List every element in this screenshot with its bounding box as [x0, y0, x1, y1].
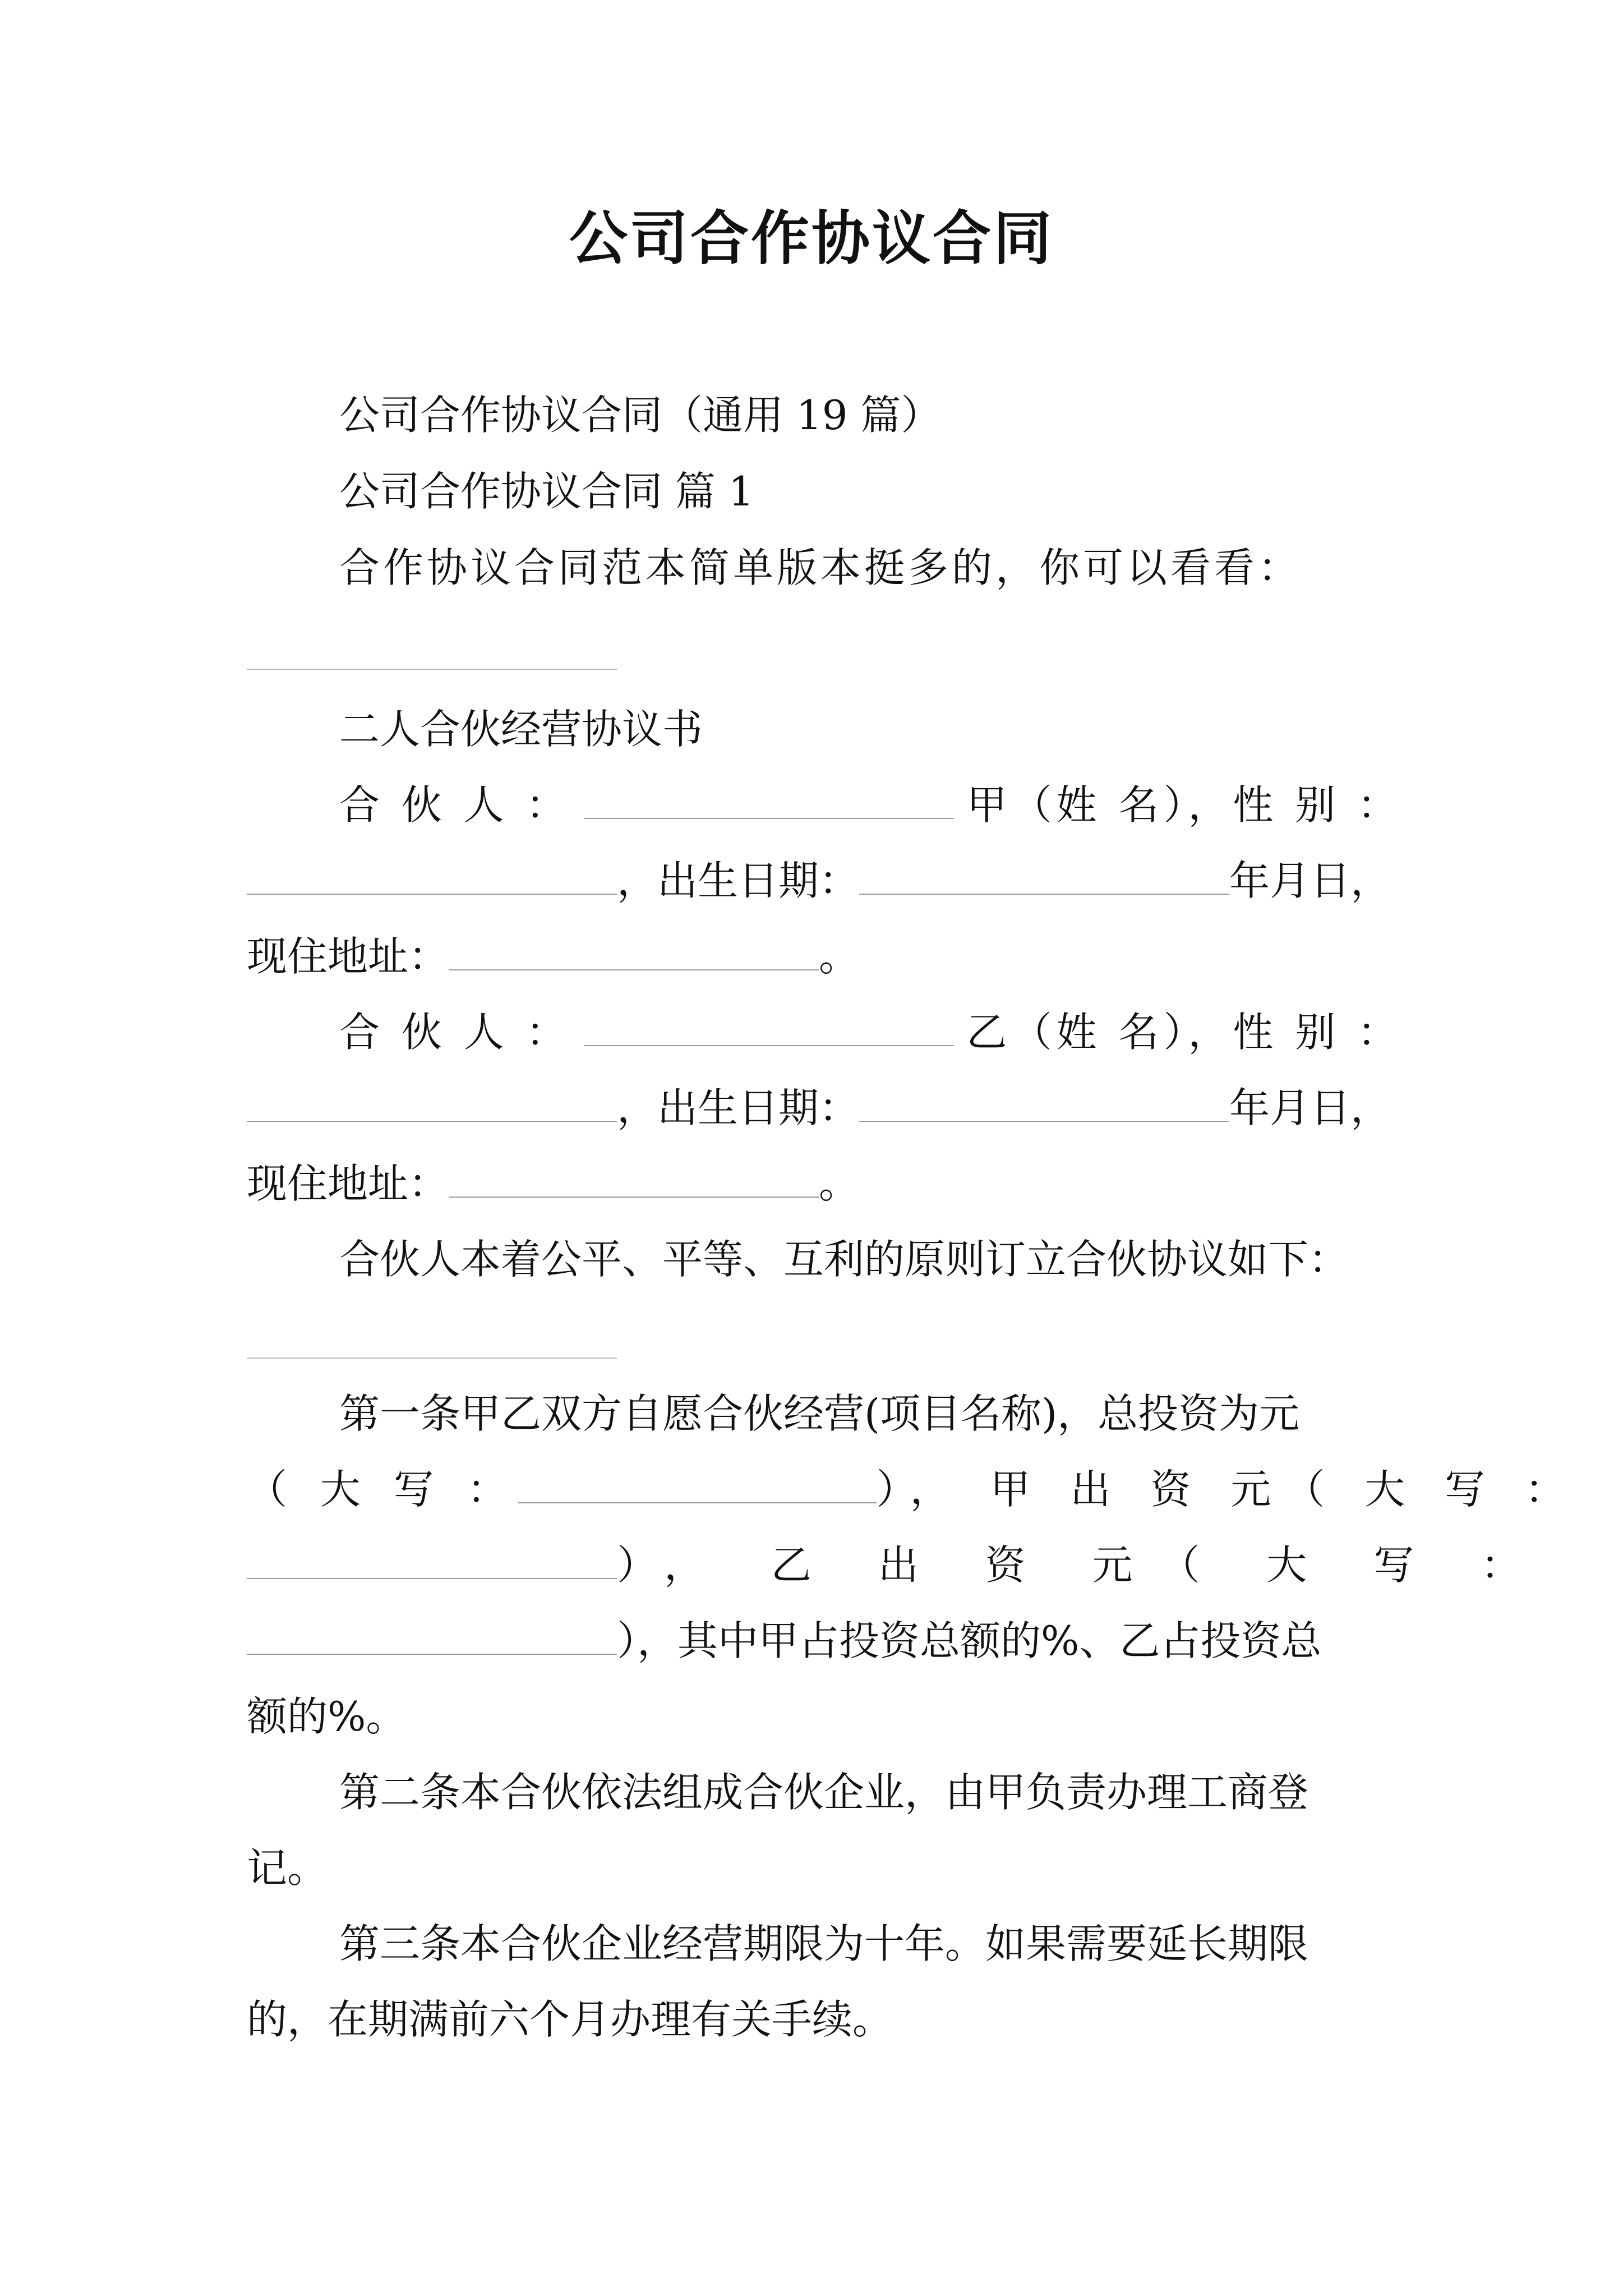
- gender-blank: [247, 891, 617, 895]
- article-3-line-2: 的，在期满前六个月办理有关手续。: [247, 1996, 893, 2043]
- period: 。: [819, 933, 860, 980]
- uppercase-label: （ 大 写 ：: [247, 1466, 518, 1513]
- gender-blank: [247, 1119, 617, 1122]
- name-blank: [584, 816, 954, 819]
- partner-b-name-gender: 乙（姓 名），性 别 ：: [966, 1009, 1403, 1056]
- partner-a-address-line: [247, 928, 1385, 984]
- article-2-line-1: 第二条本合伙依法组成合伙企业，由甲负责办理工商登: [339, 1769, 1309, 1816]
- article-1-line-5: 额的%。: [247, 1693, 407, 1740]
- paragraph-line: 合作协议合同范本简单版本挺多的，你可以看看：: [339, 544, 1302, 591]
- article-1-line-2: [247, 1461, 1579, 1517]
- partner-label: 合 伙 人 ：: [339, 1009, 571, 1056]
- share-text: ），其中甲占投资总额的%、乙占投资总: [617, 1617, 1322, 1664]
- article-2-line-2: 记。: [247, 1844, 328, 1892]
- partner-a-line: [339, 777, 1403, 833]
- agreement-heading: 二人合伙经营协议书: [339, 706, 703, 753]
- birth-label: ，出生日期：: [617, 857, 860, 904]
- partner-b-address-line: [247, 1156, 1385, 1212]
- page-title: 公司合作协议合同: [569, 204, 1054, 273]
- date-suffix: 年月日，: [1229, 857, 1391, 904]
- address-blank: [449, 967, 819, 970]
- separator-rule: [247, 1358, 617, 1359]
- article-1-line-3: [247, 1537, 1548, 1593]
- partner-b-birth-line: [247, 1080, 1391, 1136]
- period: 。: [819, 1160, 860, 1207]
- partner-a-birth-line: [247, 853, 1391, 909]
- b-contribution-label: ）， 乙 出 资 元（ 大 写 ：: [617, 1542, 1548, 1589]
- partner-b-line: [339, 1004, 1403, 1060]
- subtitle-line: 公司合作协议合同（通用 19 篇）: [339, 392, 942, 439]
- name-blank: [584, 1043, 954, 1046]
- article-3-line-1: 第三条本合伙企业经营期限为十年。如果需要延长期限: [339, 1920, 1309, 1967]
- amount-blank: [247, 1651, 617, 1655]
- address-label: 现住地址：: [247, 1160, 449, 1207]
- article-1-line-4: [247, 1613, 1385, 1669]
- amount-blank: [247, 1576, 617, 1579]
- article-1-line-1: 第一条甲乙双方自愿合伙经营(项目名称)，总投资为元: [339, 1390, 1300, 1437]
- section-heading: 公司合作协议合同 篇 1: [339, 468, 754, 515]
- address-blank: [449, 1194, 819, 1198]
- birth-label: ，出生日期：: [617, 1084, 860, 1131]
- date-suffix: 年月日，: [1229, 1084, 1391, 1131]
- a-contribution-label: ）， 甲 出 资 元（ 大 写 ：: [876, 1466, 1579, 1513]
- principle-line: 合伙人本着公平、平等、互利的原则订立合伙协议如下：: [339, 1236, 1349, 1283]
- partner-label: 合 伙 人 ：: [339, 781, 571, 829]
- partner-a-name-gender: 甲（姓 名），性 别 ：: [966, 781, 1403, 829]
- address-label: 现住地址：: [247, 933, 449, 980]
- birthdate-blank: [859, 891, 1229, 895]
- amount-blank: [518, 1500, 877, 1503]
- birthdate-blank: [859, 1119, 1229, 1122]
- separator-rule: [247, 669, 617, 670]
